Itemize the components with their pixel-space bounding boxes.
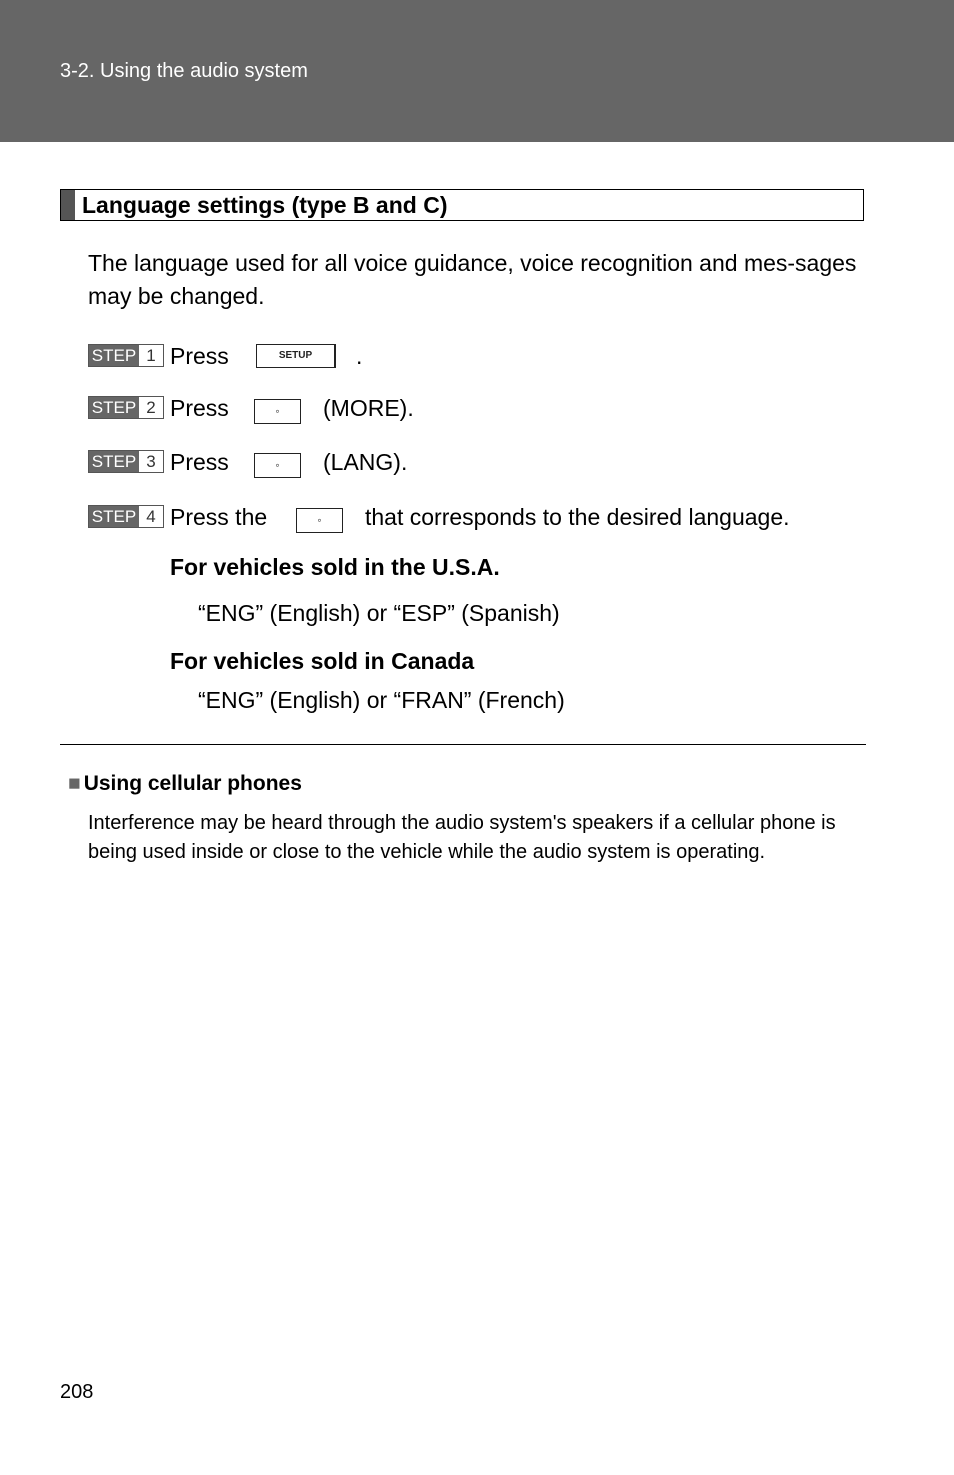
step-label: STEP	[89, 506, 139, 527]
note-heading-text: Using cellular phones	[83, 772, 302, 795]
section-divider	[60, 744, 866, 745]
page-header	[0, 0, 954, 142]
square-bullet-icon: ■	[68, 772, 81, 795]
note-heading	[68, 771, 302, 797]
step-badge	[88, 505, 164, 528]
step-text: Press	[170, 343, 229, 369]
region-text-usa: “ENG” (English) or “ESP” (Spanish)	[198, 600, 560, 626]
step-text: Press the	[170, 504, 268, 530]
step-text-after: (LANG).	[323, 449, 408, 475]
step-text: Press	[170, 395, 229, 421]
step-text-after: that corresponds to the desired language.	[365, 504, 790, 530]
step-text-after: .	[356, 343, 363, 369]
step-label: STEP	[89, 345, 139, 366]
language-button-icon: ◦	[296, 508, 343, 533]
step-badge	[88, 396, 164, 419]
step-number: 2	[146, 398, 156, 417]
lang-button-icon: ◦	[254, 453, 301, 478]
page-number: 208	[60, 1381, 94, 1403]
step-text-after: (MORE).	[323, 395, 414, 421]
setup-button-icon: SETUP	[256, 344, 336, 368]
more-button-icon: ◦	[254, 399, 301, 424]
intro-paragraph: The language used for all voice guidance, voice recognition and mes-sages may be changed.	[88, 250, 857, 309]
breadcrumb: 3-2. Using the audio system	[60, 60, 308, 82]
step-badge	[88, 450, 164, 473]
region-heading-usa: For vehicles sold in the U.S.A.	[170, 554, 500, 580]
section-accent-bar	[61, 190, 75, 220]
section-title-bar	[60, 189, 864, 221]
step-label: STEP	[89, 397, 139, 418]
step-label: STEP	[89, 451, 139, 472]
region-text-canada: “ENG” (English) or “FRAN” (French)	[198, 687, 565, 713]
step-text: Press	[170, 449, 229, 475]
note-paragraph: Interference may be heard through the audio system's speakers if a cellular phone is being used inside or close to the vehicle while the audio system is operating.	[88, 812, 836, 863]
step-number: 3	[146, 452, 156, 471]
region-heading-canada: For vehicles sold in Canada	[170, 648, 475, 674]
step-number: 1	[146, 346, 156, 365]
step-number: 4	[146, 507, 156, 526]
step-badge	[88, 344, 164, 367]
section-title: Language settings (type B and C)	[82, 192, 448, 218]
